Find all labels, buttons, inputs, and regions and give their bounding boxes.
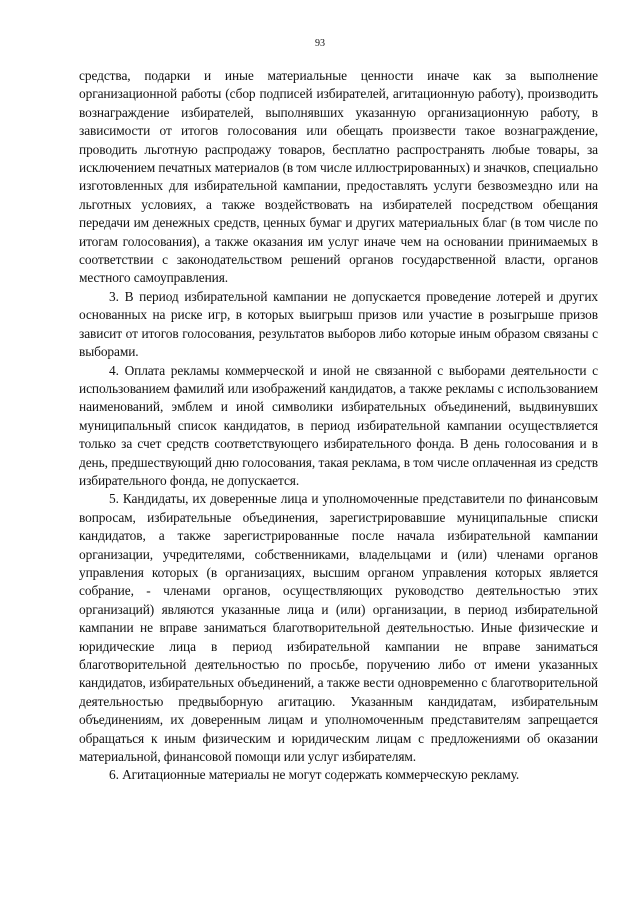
document-body — [79, 67, 598, 785]
paragraph-item-3: 3. В период избирательной кампании не допускается проведение лотерей и других основанных на риске игр, в которых выигрыш призов или участие в розыгрыше призов зависит от итогов голосования, результатов выборов либо которые иным образом связаны с выборами. — [79, 288, 598, 360]
paragraph-continuation: средства, подарки и иные материальные ценности иначе как за выполнение организационной работы (сбор подписей избирателей, агитационную работу), производить вознаграждение избирателей, выполнявших указанную организационную работу, в зависимости от итогов голосования или обещать произвести такое вознаграждение, проводить льготную распродажу товаров, бесплатно распространять любые товары, за исключением печатных материалов (в том числе иллюстрированных) и значков, специально изготовленных для избирательной кампании, предоставлять услуги безвозмездно или на льготных условиях, а также воздействовать на избирателей посредством обещания передачи им денежных средств, ценных бумаг и других материальных благ (в том числе по итогам голосования), а также оказания им услуг иначе чем на основании принимаемых в соответствии с законодательством решений органов государственной власти, органов местного самоуправления. — [79, 68, 598, 286]
paragraph-item-6: 6. Агитационные материалы не могут содержать коммерческую рекламу. — [109, 767, 520, 783]
paragraph-item-5: 5. Кандидаты, их доверенные лица и уполномоченные представители по финансовым вопросам, избирательные объединения, зарегистрировавшие муниципальные списки кандидатов, а также зарегистрированные после начала избирательной кампании организации, учредителями, собственниками, владельцами и (или) членами органов управления которых (в организациях, высшим органом управления которых является собрание, - членами органов, осуществляющих руководство деятельностью этих организаций) являются указанные лица и (или) организации, в период избирательной кампании не вправе заниматься благотворительной деятельностью. Иные физические и юридические лица в период избирательной кампании не вправе заниматься благотворительной деятельностью по просьбе, поручению либо от имени указанных кандидатов, избирательных объединений, а также вести одновременно с благотворительной деятельностью предвыборную агитацию. Указанным кандидатам, избирательным объединениям, их доверенным лицам и уполномоченным представителям запрещается обращаться к иным физическим и юридическим лицам с предложениями об оказании материальной, финансовой помощи или услуг избирателям. — [79, 491, 598, 765]
paragraph-item-4: 4. Оплата рекламы коммерческой и иной не связанной с выборами деятельности с использованием фамилий или изображений кандидатов, а также рекламы с использованием наименований, эмблем и иной символики избирательных объединений, выдвинувших муниципальный список кандидатов, в период избирательной кампании осуществляется только за счет средств соответствующего избирательного фонда. В день голосования и в день, предшествующий дню голосования, такая реклама, в том числе оплаченная из средств избирательного фонда, не допускается. — [79, 362, 598, 488]
page-number: 93 — [315, 38, 325, 49]
